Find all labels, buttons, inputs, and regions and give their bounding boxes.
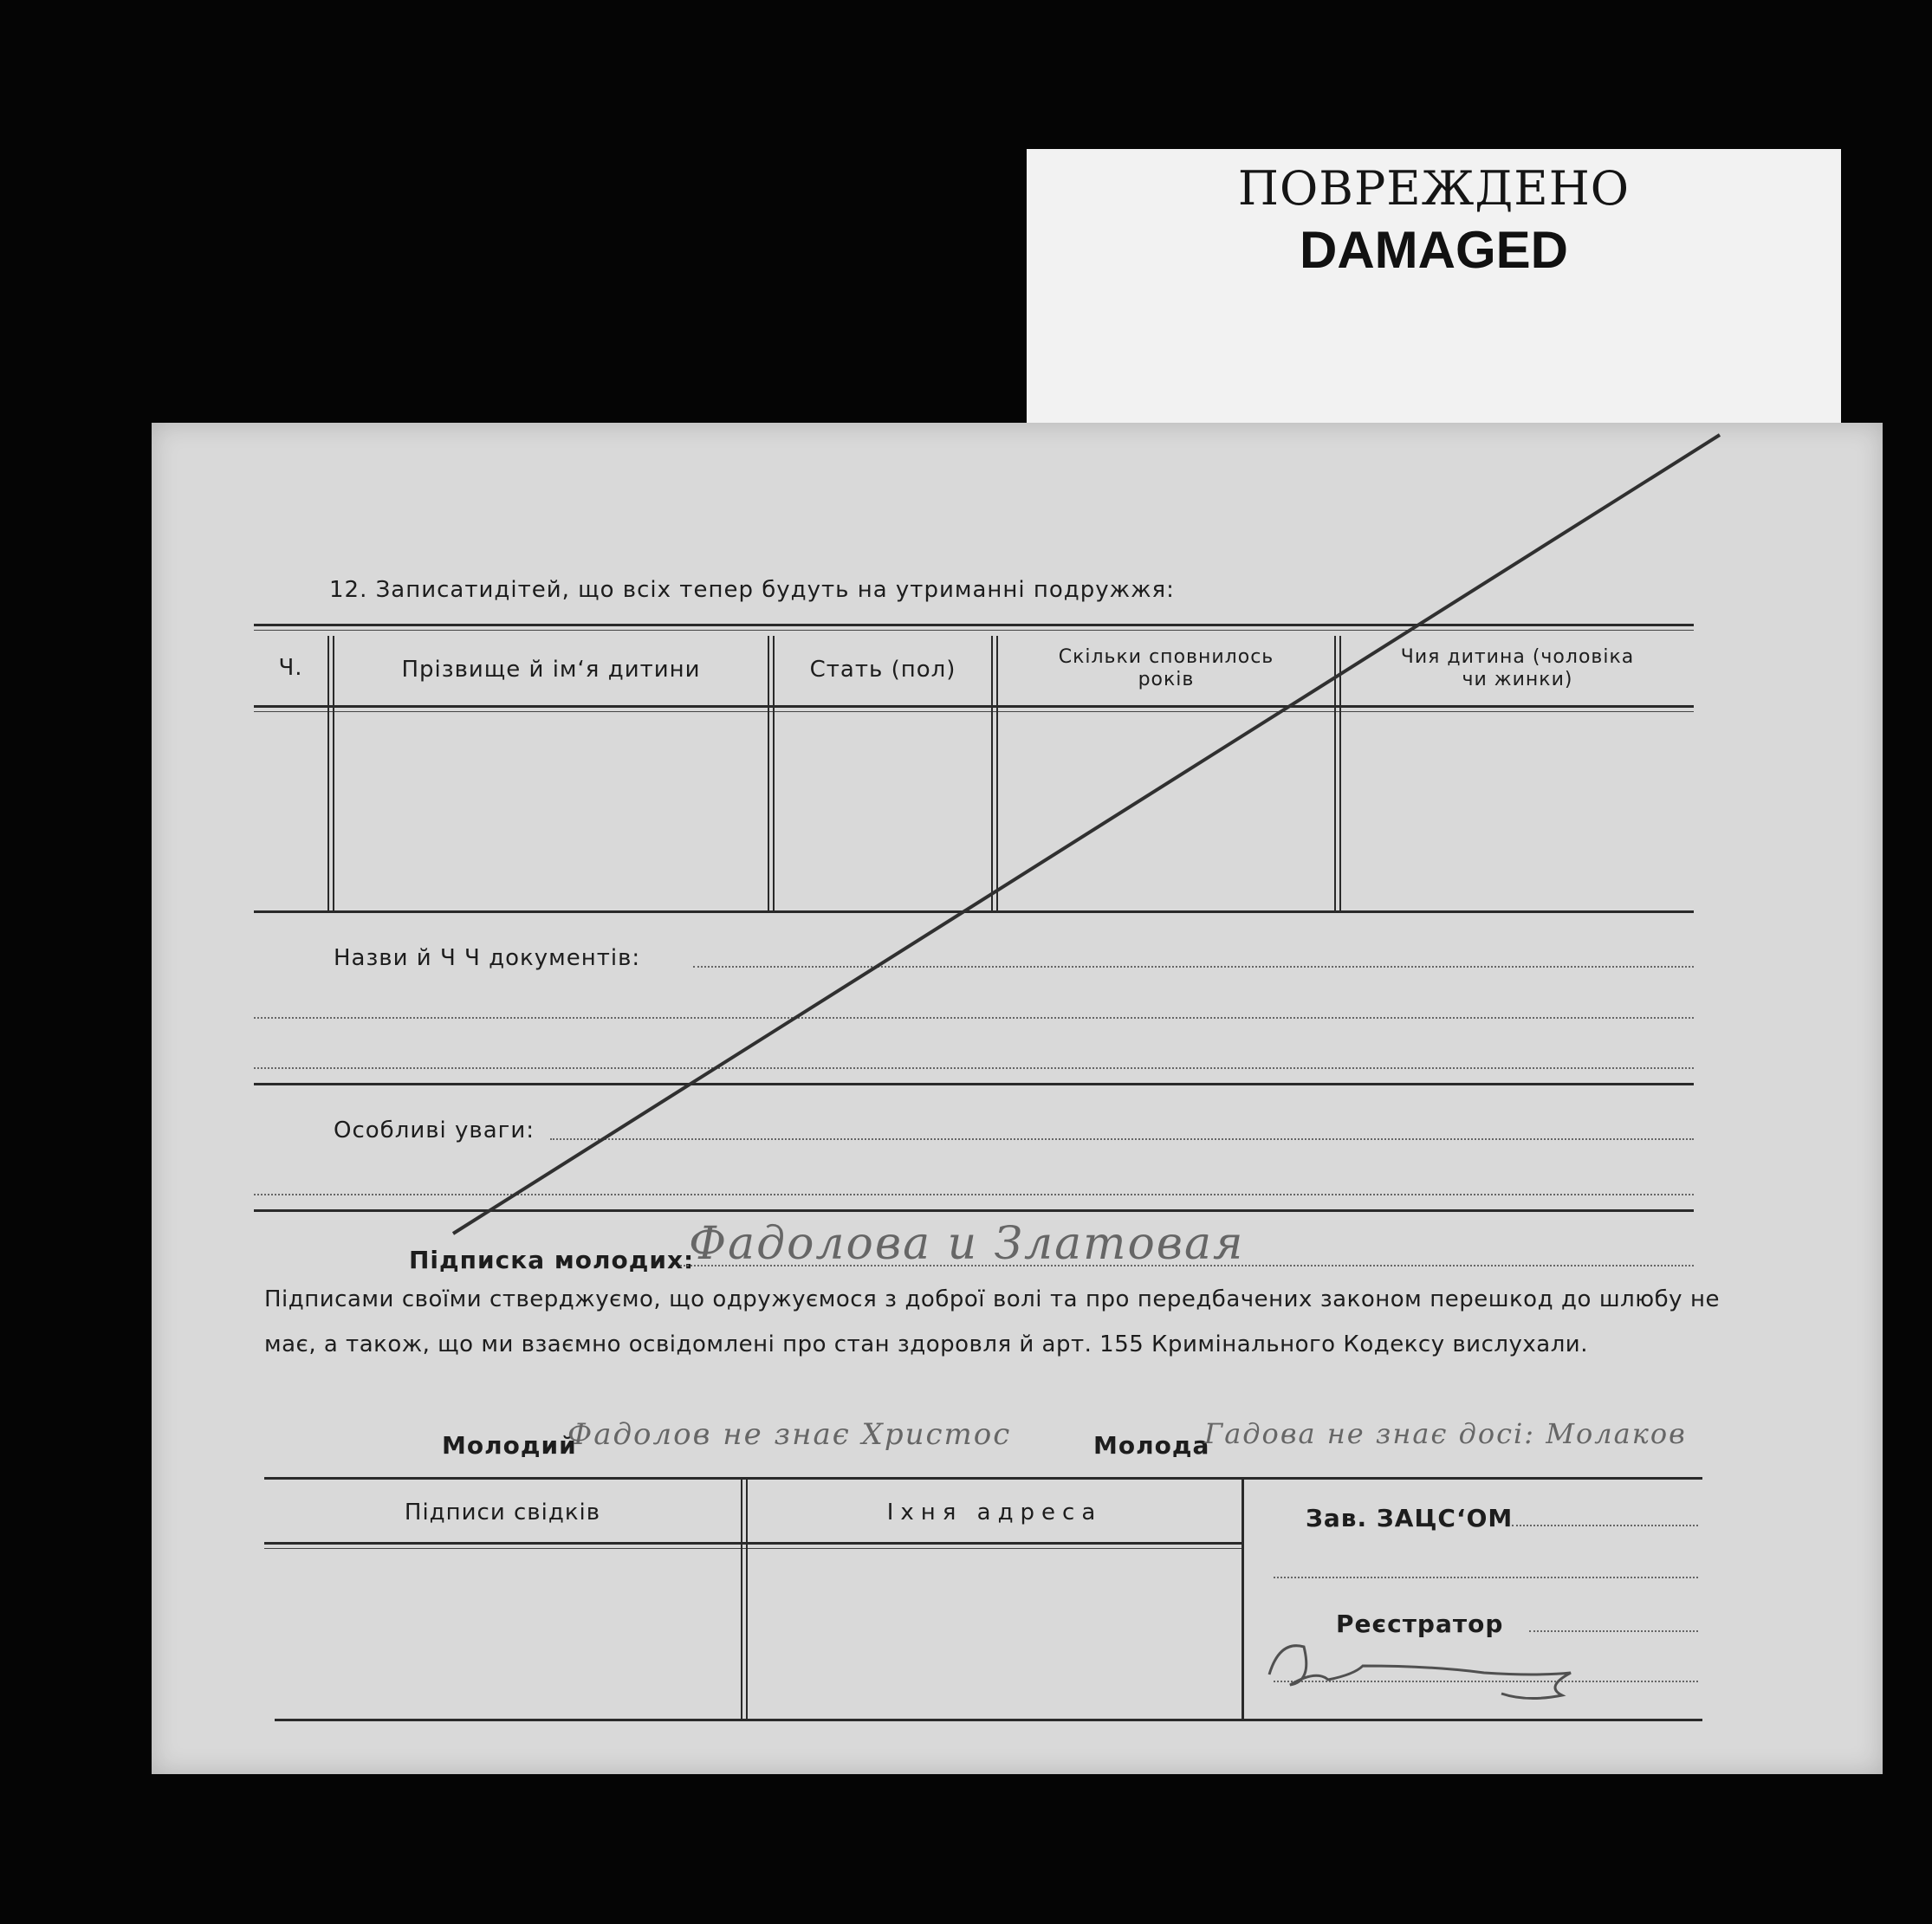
- form-sheet: [152, 423, 1883, 1774]
- damaged-label-card: [1027, 149, 1841, 426]
- groom-handwritten: Фадолов не знає Христос: [567, 1417, 1012, 1452]
- documents-label: Назви й Ч Ч документів:: [334, 945, 641, 971]
- col-header-age-line1: Скільки сповнилось: [1058, 646, 1274, 668]
- section-12-title: 12. Записатидітей, що всіх тепер будуть на утриманні подружжя:: [329, 577, 1175, 603]
- col-header-whose-line2: чи жинки): [1462, 669, 1573, 690]
- col-header-witness-signatures: Підписи свідків: [404, 1500, 601, 1526]
- registrar-signature-scribble: [1269, 1646, 1571, 1699]
- col-header-whose-line1: Чия дитина (чоловіка: [1400, 646, 1635, 668]
- cancellation-stroke: [453, 435, 1720, 1234]
- col-header-number: Ч.: [278, 655, 303, 681]
- col-header-age-line2: років: [1138, 669, 1195, 690]
- head-registry-label: Зав. ЗАЦС‘ОМ: [1306, 1504, 1514, 1532]
- col-header-sex: Стать (пол): [809, 657, 956, 683]
- registrar-label: Реєстратор: [1336, 1610, 1504, 1638]
- label-text-ru: ПОВРЕЖДЕНО: [1237, 161, 1631, 216]
- remarks-label: Особливі уваги:: [334, 1117, 535, 1143]
- declaration-paragraph: Підписами своїми стверджуємо, що одружуємося з доброї волі та про передбачених законом перешкод до шлюбу не має, а також, що ми взаємно освідомлені про стан здоровля й арт. 155 Кримінального Кодексу вислухали.: [264, 1286, 1720, 1357]
- col-header-witness-address: Іхня адреса: [886, 1500, 1103, 1526]
- newlyweds-signature-label: Підписка молодих:: [409, 1246, 695, 1274]
- newlyweds-handwritten-signature: Фадолова и Златовая: [689, 1218, 1245, 1270]
- label-text-en: DAMAGED: [1300, 221, 1568, 279]
- col-header-child-name: Прізвище й ім‘я дитини: [401, 657, 701, 683]
- handwritten-marks: [152, 423, 1883, 1774]
- bride-label: Молода: [1093, 1431, 1210, 1460]
- groom-label: Молодий: [442, 1431, 577, 1460]
- bride-handwritten: Гадова не знає досі: Молаков: [1204, 1417, 1687, 1450]
